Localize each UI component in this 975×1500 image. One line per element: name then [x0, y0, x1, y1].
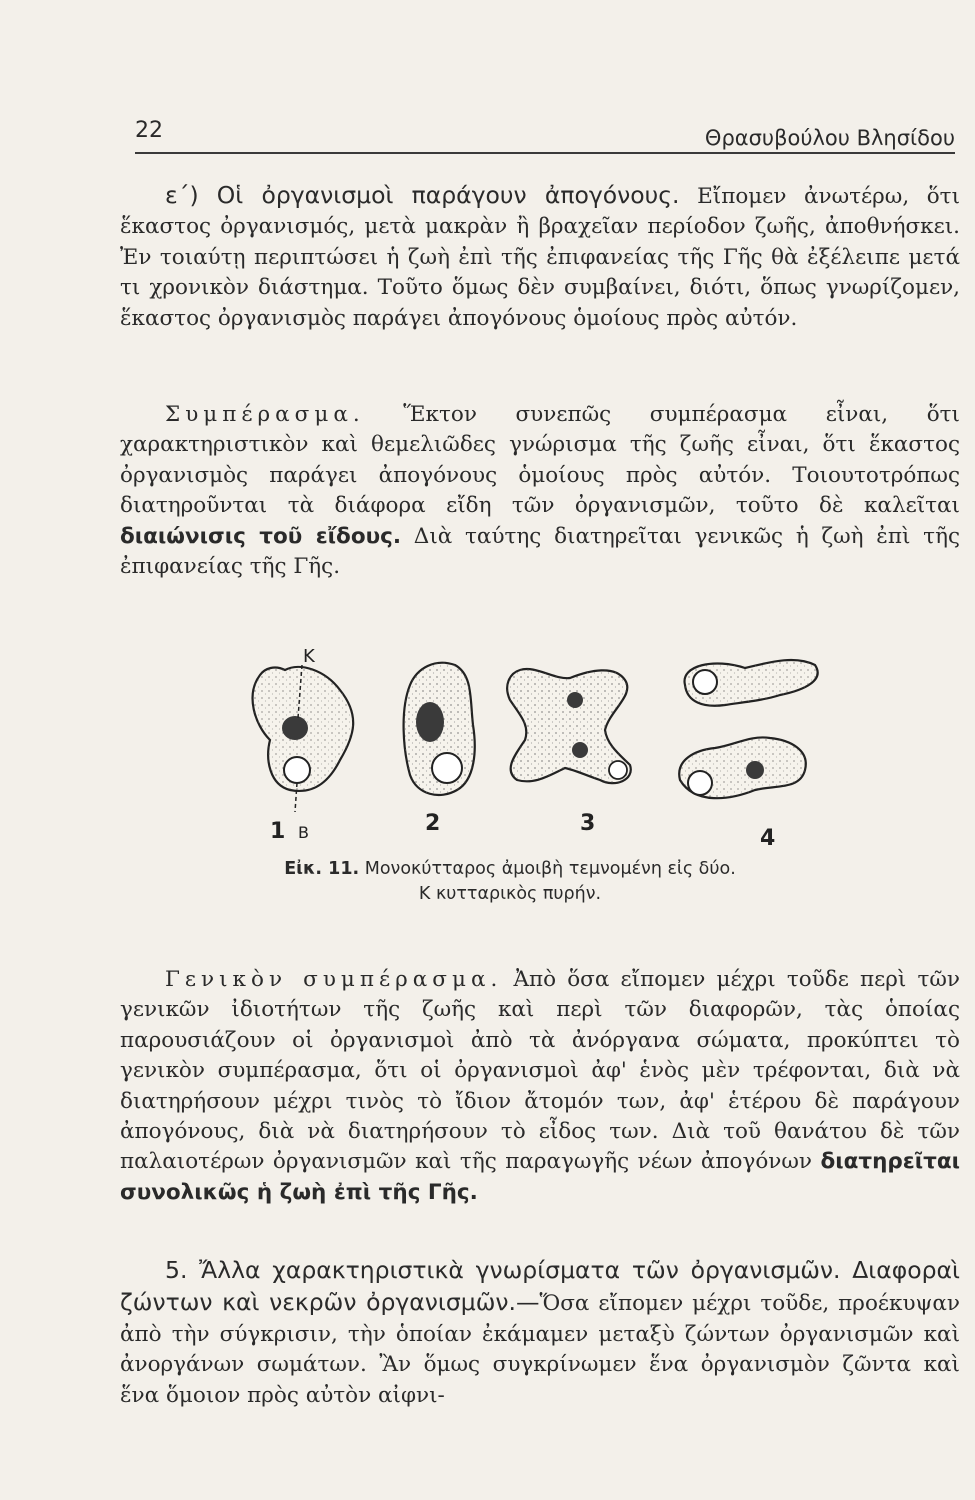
general-conclusion-text: Ἀπὸ ὅσα εἴπομεν μέχρι τοῦδε περὶ τῶν γενικῶν ἰδιοτήτων τῆς ζωῆς καὶ περὶ τῶν διαφορῶν, τὰς ὁποίας παρουσιάζουν οἱ ὀργανισμοὶ ἀπὸ τὰ ἀνόργανα σώματα, προκύπτει τὸ γενικὸν συμπέρασμα, ὅτι οἱ ὀργανισμοὶ ἀφ' ἑνὸς μὲν τρέφονται, διὰ νὰ διατηρήσουν μέχρι τινὸς τὸ ἴδιον ἄτομόν των, ἀφ' ἑτέρου δὲ παράγουν ἀπογόνους, διὰ νὰ διατηρήσουν τὸ εἶδος των. Διὰ τοῦ θανάτου δὲ τῶν παλαιοτέρων ὀργανισμῶν καὶ τῆς παραγωγῆς νέων ἀπογόνων [120, 967, 960, 1175]
running-head: Θρασυβούλου Βλησίδου [704, 126, 955, 150]
section-e-text: Εἴπομεν ἀνωτέρω, ὅτι ἕκαστος ὀργανισμός, μετὰ μακρὰν ἢ βραχεῖαν περίοδον ζωῆς, ἀποθνήσκει. Ἐν τοιαύτῃ περιπτώσει ἡ ζωὴ ἐπὶ τῆς ἐπιφανείας τῆς Γῆς θὰ ἐξέλειπε μετά τι χρονικὸν διάστημα. Τοῦτο ὅμως δὲν συμβαίνει, διότι, ὅπως γνωρίζομεν, ἕκαστος ὀργανισμὸς παράγει ἀπογόνους ὁμοίους πρὸς αὐτόν. [120, 184, 960, 331]
cell-number-4: 4 [760, 826, 776, 851]
section-5-paragraph [120, 1255, 960, 1411]
conclusion-paragraph [120, 400, 960, 582]
conclusion-label: Συμπέρασμα. [165, 402, 365, 427]
amoeba-cell-3 [507, 669, 631, 783]
cell-number-3: 3 [580, 811, 596, 836]
caption-line-2: Κ κυτταρικὸς πυρήν. [418, 884, 602, 904]
label-k: Κ [303, 646, 315, 667]
page-number: 22 [135, 118, 163, 143]
general-conclusion-paragraph [120, 965, 960, 1208]
amoeba-cell-2 [404, 663, 475, 795]
figure-label: Εἰκ. 11. [284, 859, 360, 879]
cell-number-2: 2 [425, 811, 441, 836]
caption-line-1: Μονοκύτταρος ἀμοιβὴ τεμνομένη εἰς δύο. [364, 859, 736, 879]
section-e-label: ε΄) Οἱ ὀργανισμοὶ παράγουν ἀπογόνους. [165, 181, 680, 209]
page-header [135, 118, 955, 154]
figure-caption [200, 857, 820, 907]
conclusion-text-1: Ἕκτον συνεπῶς συμπέρασμα εἶναι, ὅτι χαρακτηριστικὸν καὶ θεμελιῶδες γνώρισμα τῆς ζωῆς εἶναι, ὅτι ἕκαστος ὀργανισμὸς παράγει ἀπογόνους ὁμοίους πρὸς αὐτόν. Τοιουτοτρόπως διατηροῦνται τὰ διάφορα εἴδη τῶν ὀργανισμῶν, τοῦτο δὲ καλεῖται [120, 402, 960, 519]
amoeba-cell-4 [679, 660, 817, 798]
conclusion-bold-term: διαιώνισις τοῦ εἴδους. [120, 523, 402, 549]
conclusion-text-2: Διὰ ταύτης διατηρεῖται γενικῶς ἡ ζωὴ ἐπὶ τῆς ἐπιφανείας τῆς Γῆς. [120, 523, 960, 580]
cell-number-1: 1 [270, 819, 286, 844]
label-b: Β [298, 823, 309, 842]
general-conclusion-label: Γενικὸν συμπέρασμα. [165, 967, 503, 992]
section-5-heading: 5. Ἄλλα χαρακτηριστικὰ γνωρίσματα τῶν ὀργανισμῶν. Διαφοραὶ ζώντων καὶ νεκρῶν ὀργανισμῶν.— [120, 1256, 960, 1317]
amoeba-cell-1 [253, 665, 354, 812]
section-e-paragraph [120, 180, 960, 334]
amoeba-figure [225, 640, 825, 860]
general-conclusion-bold: διατηρεῖται συνολικῶς ἡ ζωὴ ἐπὶ τῆς Γῆς. [120, 1149, 960, 1205]
section-5-text: Ὅσα εἴπομεν μέχρι τοῦδε, προέκυψαν ἀπὸ τὴν σύγκρισιν, τὴν ὁποίαν ἐκάμαμεν μεταξὺ ζώντων ὀργανισμῶν καὶ ἀνοργάνων σωμάτων. Ἂν ὅμως συγκρίνωμεν ἕνα ὀργανισμὸν ζῶντα καὶ ἕνα ὅμοιον πρὸς αὐτὸν αἰφνι- [120, 1291, 960, 1408]
